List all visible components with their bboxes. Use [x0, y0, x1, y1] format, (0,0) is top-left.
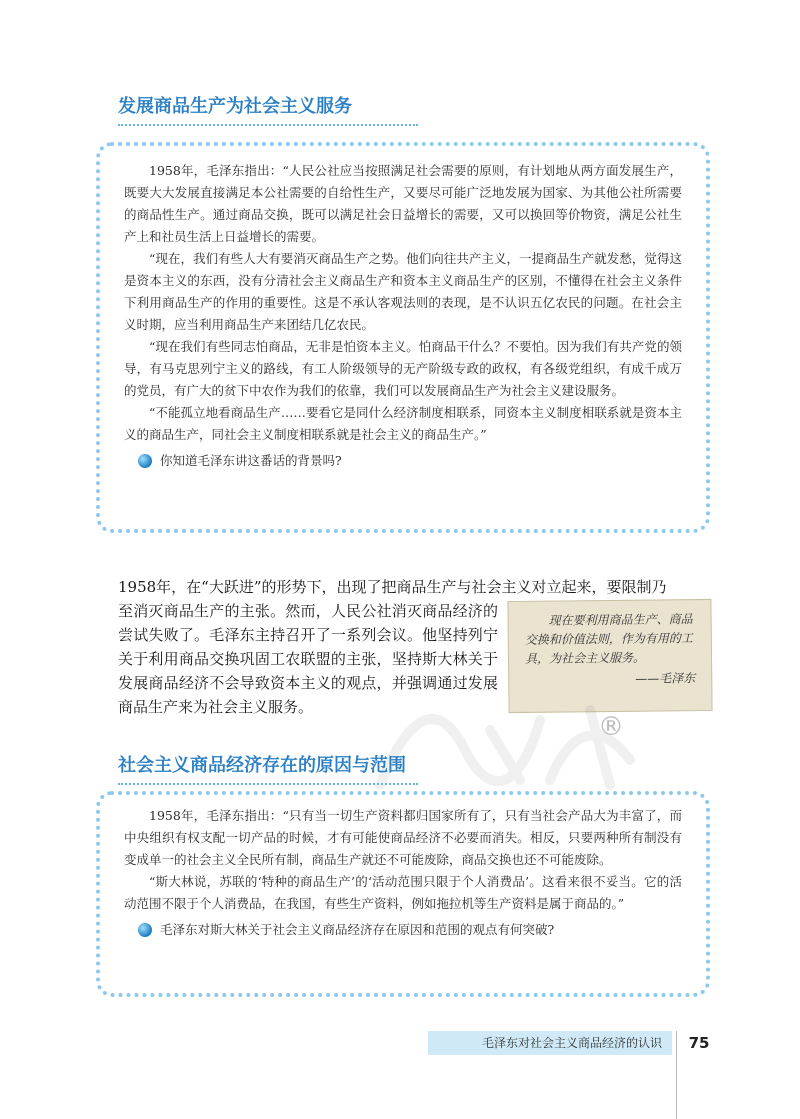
footer-divider [676, 1031, 677, 1119]
question-text: 毛泽东对斯大林关于社会主义商品经济存在原因和范围的观点有何突破? [160, 922, 555, 937]
quote-box-1958-ownership [96, 791, 710, 997]
body-paragraph-rest: 至消灭商品生产的主张。然而，人民公社消灭商品经济的尝试失败了。毛泽东主持召开了一系列会议。他坚持列宁关于利用商品交换巩固工农联盟的主张，坚持斯大林关于发展商品经济不会导致资本主义的观点，并强调通过发展商品生产来为社会主义服务。 [118, 602, 498, 716]
section-title-commodity-production: 发展商品生产为社会主义服务 [118, 92, 418, 126]
quote-signature: ——毛泽东 [635, 671, 696, 686]
quote-box-1958-commune [96, 142, 710, 533]
box-paragraph: “不能孤立地看商品生产……要看它是同什么经济制度相联系，同资本主义制度相联系就是资本主义的商品生产，同社会主义制度相联系就是社会主义的商品生产。” [124, 405, 682, 442]
section-title-reasons-scope: 社会主义商品经济存在的原因与范围 [118, 751, 418, 785]
globe-bullet-icon [138, 454, 152, 468]
footer-chapter-title: 毛泽东对社会主义商品经济的认识 [428, 1031, 672, 1055]
registered-mark-icon: ® [598, 712, 624, 742]
box-paragraph: 1958年，毛泽东指出：“人民公社应当按照满足社会需要的原则，有计划地从两方面发展生产，既要大大发展直接满足本公社需要的自给性生产，又要尽可能广泛地发展为国家、为其他公社所需要的商品性生产。通过商品交换，既可以满足社会日益增长的需要，又可以换回等价物资，满足公社生产上和社员生活上日益增长的需要。 [124, 163, 682, 244]
mao-quote-card [507, 599, 712, 713]
box-paragraph: “现在，我们有些人大有要消灭商品生产之势。他们向往共产主义，一提商品生产就发愁，觉得这是资本主义的东西，没有分清社会主义商品生产和资本主义商品生产的区别，不懂得在社会主义条件下利用商品生产的作用的重要性。这是不承认客观法则的表现，是不认识五亿农民的问题。在社会主义时期，应当利用商品生产来团结几亿农民。 [124, 251, 682, 332]
box-paragraph: “斯大林说，苏联的‘特种的商品生产’的‘活动范围只限于个人消费品’。这看来很不妥当。它的活动范围不限于个人消费品，在我国，有些生产资料，例如拖拉机等生产资料是属于商品的。” [124, 874, 682, 911]
quote-text: 现在要利用商品生产、商品交换和价值法则，作为有用的工具，为社会主义服务。 [524, 612, 693, 666]
globe-bullet-icon [138, 923, 152, 937]
discussion-question [124, 919, 682, 941]
box-paragraph: “现在我们有些同志怕商品，无非是怕资本主义。怕商品干什么？不要怕。因为我们有共产党的领导，有马克思列宁主义的路线，有工人阶级领导的无产阶级专政的政权，有各级党组织，有成千成万的党员，有广大的贫下中农作为我们的依靠，我们可以发展商品生产为社会主义建设服务。 [124, 339, 682, 398]
discussion-question [124, 450, 682, 472]
question-text: 你知道毛泽东讲这番话的背景吗? [160, 453, 342, 468]
body-line-1: 1958年，在“大跃进”的形势下，出现了把商品生产与社会主义对立起来，要限制乃 [118, 578, 667, 596]
page-number: 75 [688, 1034, 710, 1052]
box-paragraph: 1958年，毛泽东指出：“只有当一切生产资料都归国家所有了，只有当社会产品大为丰富了，而中央组织有权支配一切产品的时候，才有可能使商品经济不必要而消失。相反，只要两种所有制没有变成单一的社会主义全民所有制，商品生产就还不可能废除，商品交换也还不可能废除。 [124, 808, 682, 867]
